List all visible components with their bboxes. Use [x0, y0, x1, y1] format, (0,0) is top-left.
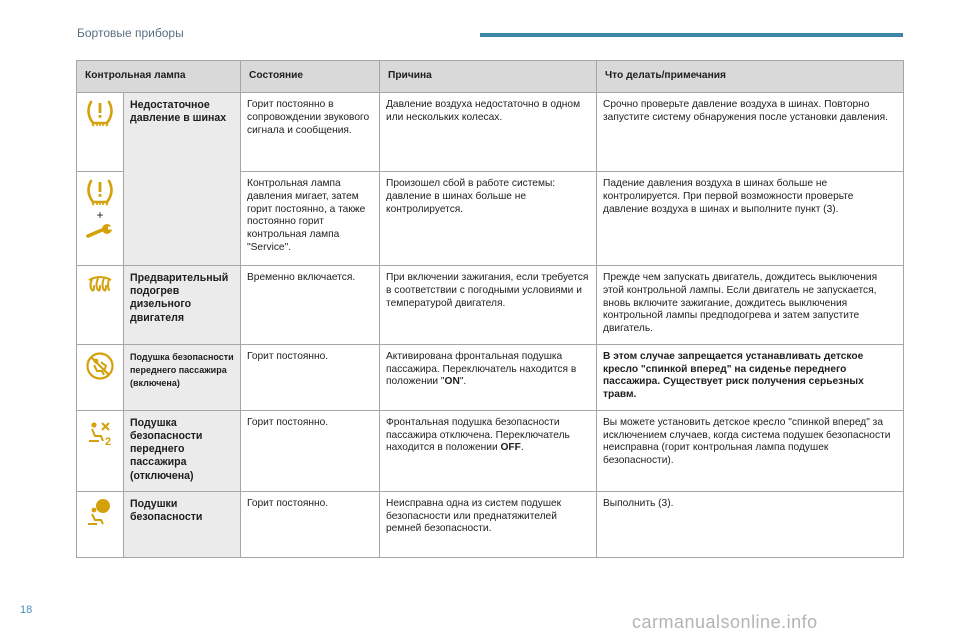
airbag-icon	[85, 498, 115, 526]
page-section-title: Бортовые приборы	[77, 26, 184, 40]
cause-text: Активирована фронтальная подушка пассажира. Переключатель находится в положении "	[386, 350, 577, 388]
lamp-icon-cell	[77, 266, 124, 345]
cause-text-end: .	[520, 442, 524, 454]
glow-plug-icon	[85, 272, 115, 294]
lamp-name	[124, 344, 241, 410]
lamp-icon-cell	[77, 410, 124, 491]
table-row	[77, 344, 904, 410]
lamp-state: Горит постоянно в сопровождении звукового сигнала и сообщения.	[241, 93, 380, 172]
lamp-icon-cell	[77, 172, 124, 266]
lamp-icon-cell	[77, 93, 124, 172]
lamp-cause: Произошел сбой в работе системы: давление в шинах больше не контролируется.	[380, 172, 597, 266]
lamp-name: Подушки безопасности	[124, 491, 241, 557]
column-header-lamp: Контрольная лампа	[77, 61, 241, 93]
lamp-action: Вы можете установить детское кресло "спинкой вперед" за исключением случаев, когда система подушек безопасности неисправна (горит контрольная лампа подушек безопасности).	[597, 410, 904, 491]
switch-position: OFF	[500, 442, 521, 454]
table-row	[77, 93, 904, 172]
lamp-cause	[380, 410, 597, 491]
lamp-action: Срочно проверьте давление воздуха в шинах. Повторно запустите систему обнаружения после установки давления.	[597, 93, 904, 172]
lamp-cause	[380, 344, 597, 410]
switch-position: ON	[444, 376, 460, 388]
lamp-state: Временно включается.	[241, 266, 380, 345]
header-accent-bar	[480, 33, 903, 37]
column-header-state: Состояние	[241, 61, 380, 93]
lamp-cause: Давление воздуха недостаточно в одном или нескольких колесах.	[380, 93, 597, 172]
lamp-icon-cell	[77, 344, 124, 410]
wrench-service-icon	[86, 224, 114, 240]
lamp-name: Предварительный подогрев дизельного двигателя	[124, 266, 241, 345]
svg-text:2: 2	[105, 435, 112, 447]
tyre-pressure-warning-icon	[85, 178, 115, 206]
cause-text: Фронтальная подушка безопасности пассажира отключена. Переключатель находится в положении	[386, 416, 570, 454]
lamp-state: Контрольная лампа давления мигает, затем горит постоянно, а также постоянно горит контрольная лампа "Service".	[241, 172, 380, 266]
lamp-cause: При включении зажигания, если требуется в соответствии с погодными условиями и температурой двигателя.	[380, 266, 597, 345]
plus-sign: +	[96, 208, 104, 222]
lamp-name-text: Подушка безопасности переднего пассажира (включена)	[130, 351, 234, 389]
lamp-action: Выполнить (3).	[597, 491, 904, 557]
table-row	[77, 266, 904, 345]
lamp-action: В этом случае запрещается устанавливать детское кресло "спинкой вперед" на сиденье переднего пассажира. Существует риск получения серьезных травм.	[597, 344, 904, 410]
lamp-state: Горит постоянно.	[241, 344, 380, 410]
lamp-icon-cell	[77, 491, 124, 557]
column-header-cause: Причина	[380, 61, 597, 93]
column-header-action: Что делать/примечания	[597, 61, 904, 93]
lamp-action: Падение давления воздуха в шинах больше не контролируется. При первой возможности проверьте давление воздуха в шинах и выполните пункт (3).	[597, 172, 904, 266]
watermark: carmanualsonline.info	[632, 612, 818, 632]
cause-text-end: ".	[459, 376, 467, 388]
lamp-state: Горит постоянно.	[241, 491, 380, 557]
lamp-state: Горит постоянно.	[241, 410, 380, 491]
warning-lamps-table	[76, 60, 904, 558]
passenger-airbag-on-icon	[85, 351, 115, 381]
lamp-action: Прежде чем запускать двигатель, дождитесь выключения этой контрольной лампы. Если двигатель не запускается, вновь включите зажигание, дождитесь выключения контрольной лампы предподогрева и затем запустите двигатель.	[597, 266, 904, 345]
page-number: 18	[20, 604, 33, 616]
table-header-row	[77, 61, 904, 93]
passenger-airbag-off-icon	[85, 417, 115, 447]
table-row	[77, 410, 904, 491]
lamp-cause: Неисправна одна из систем подушек безопасности или преднатяжителей ремней безопасности.	[380, 491, 597, 557]
tyre-pressure-warning-icon	[85, 99, 115, 127]
table-row	[77, 491, 904, 557]
lamp-name: Недостаточное давление в шинах	[124, 93, 241, 266]
lamp-name: Подушка безопасности переднего пассажира (отключена)	[124, 410, 241, 491]
